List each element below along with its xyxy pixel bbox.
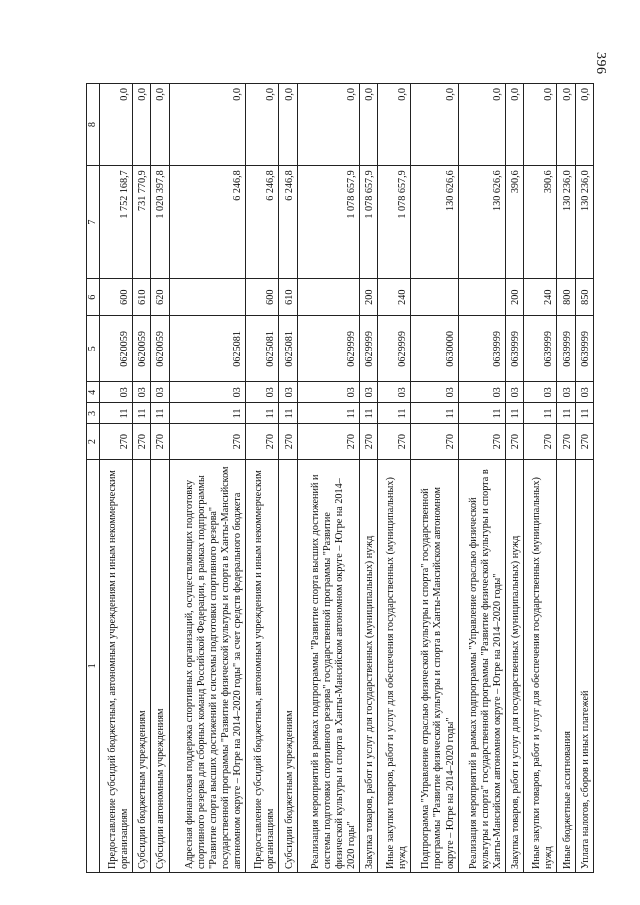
table-row xyxy=(132,84,150,873)
row-code-4: 03 xyxy=(169,382,246,403)
page-number: 396 xyxy=(593,52,608,75)
budget-table xyxy=(86,83,594,873)
row-description: Предоставление субсидий бюджетным, автономным учреждениям и иным некоммерческим организациям xyxy=(100,459,133,872)
row-code-4: 03 xyxy=(458,382,506,403)
row-code-4: 03 xyxy=(410,382,458,403)
row-code-3: 11 xyxy=(100,403,133,424)
row-amount-8: 0,0 xyxy=(279,84,297,166)
row-amount-8: 0,0 xyxy=(506,84,524,166)
row-amount: 1 078 657,9 xyxy=(297,166,359,279)
row-code-6 xyxy=(297,278,359,316)
row-code-4: 03 xyxy=(378,382,411,403)
header-row xyxy=(87,84,100,873)
row-description: Закупка товаров, работ и услуг для государственных (муниципальных) нужд xyxy=(506,459,524,872)
row-code-5: 0639999 xyxy=(575,316,593,382)
row-code-3: 11 xyxy=(458,403,506,424)
table-row xyxy=(557,84,575,873)
row-code-6: 610 xyxy=(132,278,150,316)
table-row xyxy=(506,84,524,873)
row-code-4: 03 xyxy=(100,382,133,403)
row-amount-8: 0,0 xyxy=(410,84,458,166)
row-code-3: 11 xyxy=(297,403,359,424)
table-body xyxy=(100,84,594,873)
row-description: Субсидии бюджетным учреждениям xyxy=(279,459,297,872)
column-header: 1 xyxy=(87,459,100,872)
row-description: Реализация мероприятий в рамках подпрограммы "Развитие спорта высших достижений и системы подготовки спортивного резерва" государственной программы "Развитие физической культуры и спорта в Ханты-Мансийском автономном округе – Югре на 2014–2020 годы" xyxy=(297,459,359,872)
row-code-3: 11 xyxy=(246,403,279,424)
row-code-3: 11 xyxy=(524,403,557,424)
row-code-4: 03 xyxy=(557,382,575,403)
row-code-3: 11 xyxy=(151,403,169,424)
row-description: Реализация мероприятий в рамках подпрограммы "Управление отраслью физической культуры и спорта" государственной программы "Развитие физической культуры и спорта в Ханты-Мансийском автономном округе – Югре на 2014–2020 годы" xyxy=(458,459,506,872)
row-code-3: 11 xyxy=(557,403,575,424)
table-row xyxy=(378,84,411,873)
row-code-2: 270 xyxy=(100,424,133,459)
row-amount-8: 0,0 xyxy=(169,84,246,166)
row-amount-8: 0,0 xyxy=(297,84,359,166)
row-code-5: 0639999 xyxy=(557,316,575,382)
table-row xyxy=(246,84,279,873)
row-amount: 390,6 xyxy=(524,166,557,279)
row-amount: 731 770,9 xyxy=(132,166,150,279)
row-amount: 1 752 168,7 xyxy=(100,166,133,279)
row-amount-8: 0,0 xyxy=(132,84,150,166)
table-row xyxy=(151,84,169,873)
row-code-5: 0625081 xyxy=(279,316,297,382)
row-code-6 xyxy=(410,278,458,316)
row-amount-8: 0,0 xyxy=(575,84,593,166)
row-code-3: 11 xyxy=(506,403,524,424)
row-code-2: 270 xyxy=(458,424,506,459)
row-code-4: 03 xyxy=(246,382,279,403)
table-row xyxy=(169,84,246,873)
row-code-5: 0629999 xyxy=(378,316,411,382)
table-row xyxy=(524,84,557,873)
row-description: Иные бюджетные ассигнования xyxy=(557,459,575,872)
row-code-5: 0639999 xyxy=(458,316,506,382)
row-code-3: 11 xyxy=(410,403,458,424)
row-amount: 1 078 657,9 xyxy=(378,166,411,279)
row-code-5: 0625081 xyxy=(246,316,279,382)
row-code-2: 270 xyxy=(359,424,377,459)
row-code-5: 0630000 xyxy=(410,316,458,382)
row-code-2: 270 xyxy=(410,424,458,459)
row-code-5: 0620059 xyxy=(151,316,169,382)
table-row xyxy=(297,84,359,873)
table-row xyxy=(100,84,133,873)
row-code-6 xyxy=(458,278,506,316)
row-amount: 1 020 397,8 xyxy=(151,166,169,279)
row-amount: 6 246,8 xyxy=(246,166,279,279)
row-description: Подпрограмма "Управление отраслью физической культуры и спорта" государственной программы "Развитие физической культуры и спорта в Ханты-Мансийском автономном округе – Югре на 2014–2020 годы" xyxy=(410,459,458,872)
row-amount-8: 0,0 xyxy=(524,84,557,166)
row-code-5: 0629999 xyxy=(297,316,359,382)
row-amount-8: 0,0 xyxy=(151,84,169,166)
row-amount: 130 236,0 xyxy=(575,166,593,279)
row-code-5: 0639999 xyxy=(524,316,557,382)
row-code-6: 850 xyxy=(575,278,593,316)
row-amount-8: 0,0 xyxy=(246,84,279,166)
table-row xyxy=(458,84,506,873)
rotated-table-wrapper xyxy=(86,83,594,873)
row-code-2: 270 xyxy=(151,424,169,459)
row-code-3: 11 xyxy=(169,403,246,424)
row-code-4: 03 xyxy=(524,382,557,403)
row-code-4: 03 xyxy=(575,382,593,403)
row-amount-8: 0,0 xyxy=(359,84,377,166)
column-header: 2 xyxy=(87,424,100,459)
column-header: 7 xyxy=(87,166,100,279)
column-header: 3 xyxy=(87,403,100,424)
row-code-2: 270 xyxy=(378,424,411,459)
row-code-2: 270 xyxy=(524,424,557,459)
row-code-3: 11 xyxy=(378,403,411,424)
row-code-6: 200 xyxy=(359,278,377,316)
row-description: Закупка товаров, работ и услуг для государственных (муниципальных) нужд xyxy=(359,459,377,872)
table-row xyxy=(410,84,458,873)
row-code-6: 800 xyxy=(557,278,575,316)
row-description: Уплата налогов, сборов и иных платежей xyxy=(575,459,593,872)
row-code-5: 0620059 xyxy=(100,316,133,382)
row-code-6: 240 xyxy=(524,278,557,316)
row-code-6: 620 xyxy=(151,278,169,316)
row-code-6: 600 xyxy=(246,278,279,316)
row-code-2: 270 xyxy=(575,424,593,459)
table-row xyxy=(279,84,297,873)
row-amount: 1 078 657,9 xyxy=(359,166,377,279)
row-code-3: 11 xyxy=(132,403,150,424)
row-description: Субсидии бюджетным учреждениям xyxy=(132,459,150,872)
row-amount: 130 626,6 xyxy=(410,166,458,279)
column-header: 5 xyxy=(87,316,100,382)
row-amount-8: 0,0 xyxy=(458,84,506,166)
row-code-2: 270 xyxy=(169,424,246,459)
row-code-5: 0629999 xyxy=(359,316,377,382)
row-code-2: 270 xyxy=(132,424,150,459)
table-row xyxy=(575,84,593,873)
row-code-4: 03 xyxy=(132,382,150,403)
row-code-3: 11 xyxy=(575,403,593,424)
row-description: Иные закупки товаров, работ и услуг для обеспечения государственных (муниципальных) нужд xyxy=(524,459,557,872)
row-amount-8: 0,0 xyxy=(378,84,411,166)
row-amount-8: 0,0 xyxy=(557,84,575,166)
row-code-6 xyxy=(169,278,246,316)
row-code-2: 270 xyxy=(246,424,279,459)
row-code-4: 03 xyxy=(359,382,377,403)
row-code-5: 0639999 xyxy=(506,316,524,382)
row-code-2: 270 xyxy=(506,424,524,459)
row-amount-8: 0,0 xyxy=(100,84,133,166)
row-amount: 6 246,8 xyxy=(169,166,246,279)
row-code-2: 270 xyxy=(297,424,359,459)
row-amount: 130 626,6 xyxy=(458,166,506,279)
row-code-2: 270 xyxy=(557,424,575,459)
column-header: 8 xyxy=(87,84,100,166)
row-description: Иные закупки товаров, работ и услуг для обеспечения государственных (муниципальных) нужд xyxy=(378,459,411,872)
row-code-6: 610 xyxy=(279,278,297,316)
row-code-5: 0625081 xyxy=(169,316,246,382)
column-header: 4 xyxy=(87,382,100,403)
row-code-4: 03 xyxy=(297,382,359,403)
row-code-6: 200 xyxy=(506,278,524,316)
row-code-3: 11 xyxy=(359,403,377,424)
row-code-5: 0620059 xyxy=(132,316,150,382)
row-code-4: 03 xyxy=(151,382,169,403)
row-code-4: 03 xyxy=(279,382,297,403)
row-amount: 390,6 xyxy=(506,166,524,279)
row-description: Адресная финансовая поддержка спортивных организаций, осуществляющих подготовку спортивного резерва для сборных команд Российской Федерации, в рамках подпрограммы "Развитие спорта высших достижений и системы подготовки спортивного резерва" государственной программы "Развитие физической культуры и спорта в Ханты-Мансийском автономном округе – Югре на 2014–2020 годы" за счет средств федерального бюджета xyxy=(169,459,246,872)
row-code-6: 240 xyxy=(378,278,411,316)
row-code-6: 600 xyxy=(100,278,133,316)
row-description: Предоставление субсидий бюджетным, автономным учреждениям и иным некоммерческим организациям xyxy=(246,459,279,872)
row-amount: 130 236,0 xyxy=(557,166,575,279)
row-description: Субсидии автономным учреждениям xyxy=(151,459,169,872)
row-code-3: 11 xyxy=(279,403,297,424)
row-amount: 6 246,8 xyxy=(279,166,297,279)
row-code-4: 03 xyxy=(506,382,524,403)
row-code-2: 270 xyxy=(279,424,297,459)
table-row xyxy=(359,84,377,873)
column-header: 6 xyxy=(87,278,100,316)
